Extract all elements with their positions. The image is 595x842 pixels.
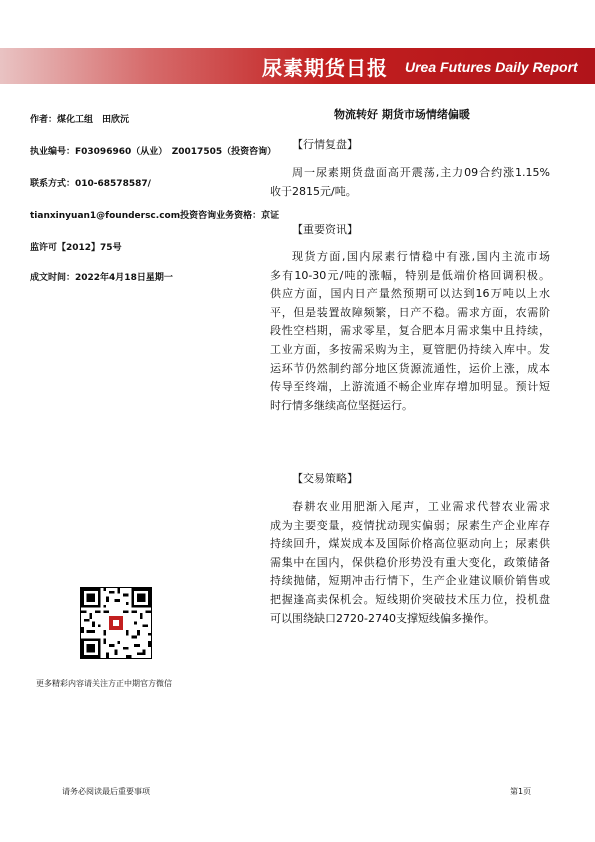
text-line: 段性空档期，需求零星，复合肥本月需求集中且持续， (270, 324, 550, 338)
license-line: 执业编号：F03096960（从业） Z0017505（投资咨询） (30, 147, 277, 157)
text-line: 时行情多继续高位坚挺运行。 (270, 398, 413, 412)
report-title-en: Urea Futures Daily Report (405, 59, 578, 75)
section-heading-key-news: 【重要资讯】 (292, 223, 358, 236)
qr-caption: 更多精彩内容请关注方正中期官方微信 (36, 679, 172, 688)
paragraph-strategy (270, 498, 550, 628)
text-line: 工业方面，多按需采购为主，夏管肥仍持续入库中。发 (270, 342, 550, 356)
contact-line: 联系方式：010-68578587/ (30, 179, 151, 189)
paragraph-market-review (270, 164, 550, 201)
page-number: 第1页 (510, 787, 532, 796)
email-line: tianxinyuan1@foundersc.com投资咨询业务资格：京证 (30, 211, 280, 221)
text-line: 供应方面，国内日产量然预期可以达到16万吨以上水 (270, 287, 550, 301)
text-line: 平，但是装置故障频繁，日产不稳。需求方面，农需阶 (270, 305, 550, 319)
article-title: 物流转好 期货市场情绪偏暖 (334, 108, 470, 121)
text-line: 持续回升，煤炭成本及国际价格高位驱动向上；尿素供 (270, 537, 550, 551)
permit-line: 监许可【2012】75号 (30, 243, 122, 253)
author-line: 作者：煤化工组 田欣沅 (30, 115, 130, 125)
text-line: 周一尿素期货盘面高开震荡,主力09合约涨1.15% (292, 166, 550, 179)
paragraph-key-news (270, 248, 550, 415)
text-line: 把握逢高卖保机会。短线期价突破技术压力位，投机盘 (270, 592, 550, 606)
text-line: 需集中在国内，保供稳价形势没有重大变化，政策储备 (270, 555, 550, 569)
text-line: 多有10-30元/吨的涨幅，特别是低端价格回调积极。 (270, 268, 550, 282)
section-heading-strategy: 【交易策略】 (292, 472, 358, 485)
footer-notice: 请务必阅读最后重要事项 (62, 787, 150, 796)
qr-code-icon (80, 587, 152, 659)
text-line: 现货方面,国内尿素行情稳中有涨,国内主流市场 (292, 250, 550, 263)
text-line: 持续抛储，短期冲击行情下，生产企业建议顺价销售或 (270, 574, 550, 588)
text-line: 可以围绕缺口2720-2740支撑短线偏多操作。 (270, 611, 495, 625)
report-title-cn: 尿素期货日报 (262, 56, 388, 80)
date-line: 成文时间：2022年4月18日星期一 (30, 273, 173, 283)
text-line: 成为主要变量，疫情扰动现实偏弱；尿素生产企业库存 (270, 518, 550, 532)
text-line: 收于2815元/吨。 (270, 184, 357, 198)
text-line: 运环节仍然制约部分地区货源流通性，运价上涨，成本 (270, 361, 550, 375)
text-line: 传导至终端，上游流通不畅企业库存增加明显。预计短 (270, 380, 550, 394)
section-heading-market-review: 【行情复盘】 (292, 138, 358, 151)
text-line: 春耕农业用肥渐入尾声，工业需求代替农业需求 (292, 500, 550, 513)
